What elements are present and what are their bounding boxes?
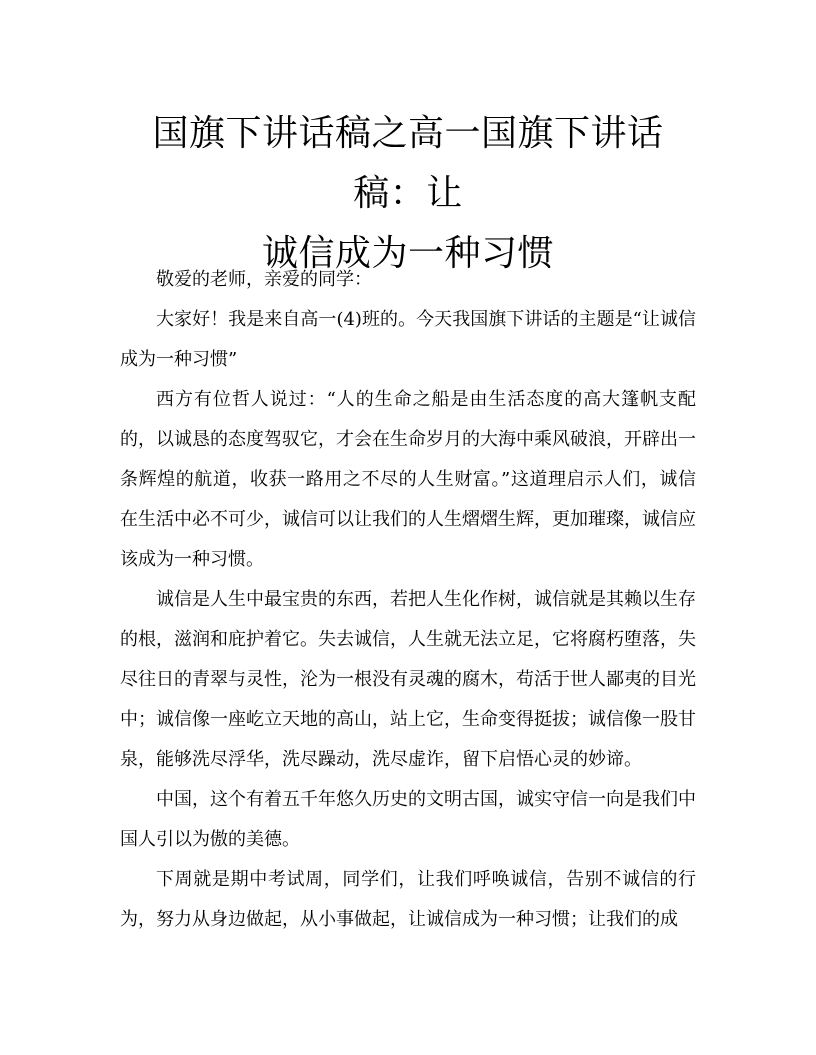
paragraph-honesty-value: 诚信是人生中最宝贵的东西，若把人生化作树，诚信就是其赖以生存的根，滋润和庇护着它。失去诚信，人生就无法立足，它将腐朽堕落，失尽往日的青翠与灵性，沦为一根没有灵魂的腐木，苟活于世人鄙夷的目光中；诚信像一座屹立天地的高山，站上它，生命变得挺拔；诚信像一股甘泉，能够洗尽浮华，洗尽躁动，洗尽虚诈，留下启悟心灵的妙谛。 — [120, 589, 696, 770]
paragraph-exam-week: 下周就是期中考试周，同学们，让我们呼唤诚信，告别不诚信的行为，努力从身边做起，从小事做起，让诚信成为一种习惯；让我们的成 — [120, 869, 696, 930]
title-line-1: 国旗下讲话稿之高一国旗下讲话稿：让 — [152, 113, 664, 214]
title-line-2: 诚信成为一种习惯 — [261, 233, 554, 274]
document-body — [120, 260, 696, 940]
paragraph-greeting: 大家好！我是来自高一(4)班的。今天我国旗下讲话的主题是“让诚信成为一种习惯” — [120, 309, 696, 370]
paragraph-philosopher-quote: 西方有位哲人说过：“人的生命之船是由生活态度的高大篷帆支配的，以诚恳的态度驾驭它，才会在生命岁月的大海中乘风破浪，开辟出一条辉煌的航道，收获一路用之不尽的人生财富。”这道理启示人们，诚信在生活中必不可少，诚信可以让我们的人生熠熠生辉，更加璀璨，诚信应该成为一种习惯。 — [120, 389, 696, 570]
document-title — [118, 104, 698, 284]
paragraph-china-tradition: 中国，这个有着五千年悠久历史的文明古国，诚实守信一向是我们中国人引以为傲的美德。 — [120, 789, 696, 850]
paragraph-salutation: 敬爱的老师，亲爱的同学： — [156, 269, 372, 290]
